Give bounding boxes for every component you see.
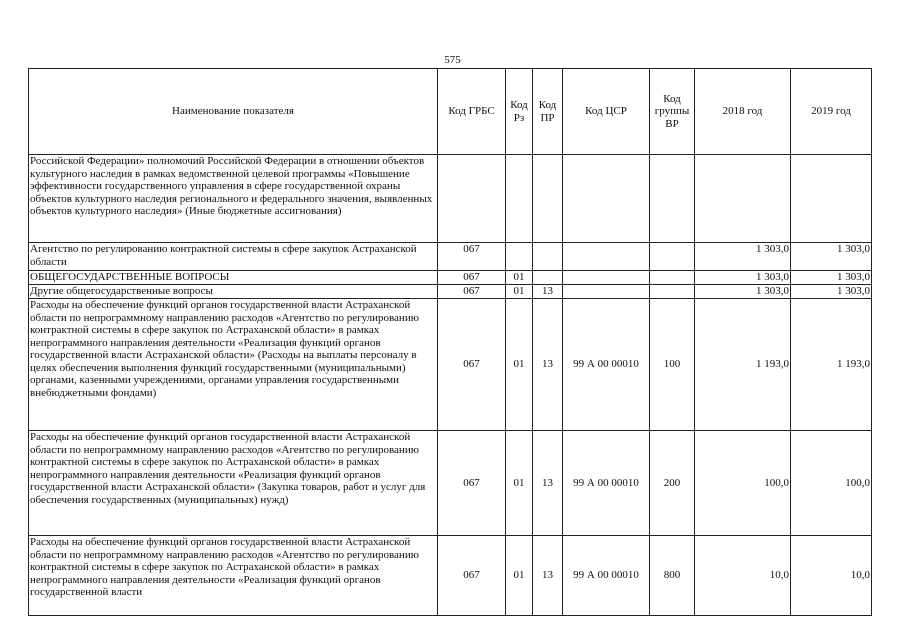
row-2018: 10,0 — [695, 536, 791, 616]
header-pr: Код ПР — [533, 69, 563, 155]
row-vr — [650, 243, 695, 271]
row-pr — [533, 271, 563, 285]
page-number: 575 — [444, 54, 461, 66]
header-csr: Код ЦСР — [563, 69, 650, 155]
row-2018: 100,0 — [695, 431, 791, 536]
header-name: Наименование показателя — [29, 69, 438, 155]
row-rz — [506, 243, 533, 271]
row-csr: 99 А 00 00010 — [563, 536, 650, 616]
row-2019: 1 193,0 — [791, 299, 872, 431]
row-rz — [506, 155, 533, 243]
row-2019: 1 303,0 — [791, 285, 872, 299]
row-2018 — [695, 155, 791, 243]
header-2019: 2019 год — [791, 69, 872, 155]
table-row — [29, 536, 872, 616]
row-grbs: 067 — [438, 299, 506, 431]
row-name: Расходы на обеспечение функций органов государственной власти Астраханской области по непрограммному направлению расходов «Агентство по регулированию контрактной системы в сфере закупок по Астраханской области» в рамках непрограммного направления деятельности «Реализация функций органов государственной власти Астраханской области» (Закупка товаров, работ и услуг для обеспечения государственных (муниципальных) нужд) — [29, 431, 438, 536]
row-csr — [563, 271, 650, 285]
row-2018: 1 193,0 — [695, 299, 791, 431]
row-grbs: 067 — [438, 536, 506, 616]
row-2019: 1 303,0 — [791, 243, 872, 271]
table-row — [29, 285, 872, 299]
row-pr — [533, 155, 563, 243]
row-2019: 10,0 — [791, 536, 872, 616]
row-grbs: 067 — [438, 271, 506, 285]
row-rz: 01 — [506, 271, 533, 285]
row-name: Агентство по регулированию контрактной системы в сфере закупок Астраханской области — [29, 243, 438, 271]
table-row — [29, 271, 872, 285]
row-csr — [563, 155, 650, 243]
row-name: Расходы на обеспечение функций органов государственной власти Астраханской области по непрограммному направлению расходов «Агентство по регулированию контрактной системы в сфере закупок по Астраханской области» в рамках непрограммного направления деятельности «Реализация функций органов государственной власти — [29, 536, 438, 616]
header-grbs: Код ГРБС — [438, 69, 506, 155]
budget-table — [28, 68, 872, 616]
row-rz: 01 — [506, 285, 533, 299]
row-2019: 100,0 — [791, 431, 872, 536]
row-pr: 13 — [533, 431, 563, 536]
table-row — [29, 243, 872, 271]
row-csr: 99 А 00 00010 — [563, 299, 650, 431]
row-pr: 13 — [533, 285, 563, 299]
row-name: Расходы на обеспечение функций органов государственной власти Астраханской области по непрограммному направлению расходов «Агентство по регулированию контрактной системы в сфере закупок по Астраханской области» в рамках непрограммного направления деятельности «Реализация функций органов государственной власти Астраханской области» (Расходы на выплаты персоналу в целях обеспечения выполнения функций государственными (муниципальными) органами, казенными учреждениями, органами управления государственными внебюджетными фондами) — [29, 299, 438, 431]
row-2018: 1 303,0 — [695, 285, 791, 299]
row-pr: 13 — [533, 299, 563, 431]
row-vr — [650, 285, 695, 299]
row-name: Российской Федерации» полномочий Российской Федерации в отношении объектов культурного наследия в рамках ведомственной целевой программы «Повышение эффективности государственного управления в сфере государственной охраны объектов культурного наследия регионального и федерального значения, выявленных объектов культурного наследия» (Иные бюджетные ассигнования) — [29, 155, 438, 243]
row-grbs: 067 — [438, 243, 506, 271]
row-2018: 1 303,0 — [695, 243, 791, 271]
row-vr — [650, 155, 695, 243]
row-2019: 1 303,0 — [791, 271, 872, 285]
row-pr: 13 — [533, 536, 563, 616]
row-csr — [563, 243, 650, 271]
header-rz: Код Рз — [506, 69, 533, 155]
row-vr: 800 — [650, 536, 695, 616]
row-rz: 01 — [506, 431, 533, 536]
header-2018: 2018 год — [695, 69, 791, 155]
row-vr: 200 — [650, 431, 695, 536]
row-rz: 01 — [506, 536, 533, 616]
row-csr: 99 А 00 00010 — [563, 431, 650, 536]
header-vr: Код группы ВР — [650, 69, 695, 155]
row-name: ОБЩЕГОСУДАРСТВЕННЫЕ ВОПРОСЫ — [29, 271, 438, 285]
row-csr — [563, 285, 650, 299]
row-grbs — [438, 155, 506, 243]
row-2019 — [791, 155, 872, 243]
row-rz: 01 — [506, 299, 533, 431]
row-pr — [533, 243, 563, 271]
table-row — [29, 155, 872, 243]
row-grbs: 067 — [438, 285, 506, 299]
row-2018: 1 303,0 — [695, 271, 791, 285]
table-header-row — [29, 69, 872, 155]
table-row — [29, 431, 872, 536]
row-vr — [650, 271, 695, 285]
row-grbs: 067 — [438, 431, 506, 536]
row-vr: 100 — [650, 299, 695, 431]
row-name: Другие общегосударственные вопросы — [29, 285, 438, 299]
table-row — [29, 299, 872, 431]
